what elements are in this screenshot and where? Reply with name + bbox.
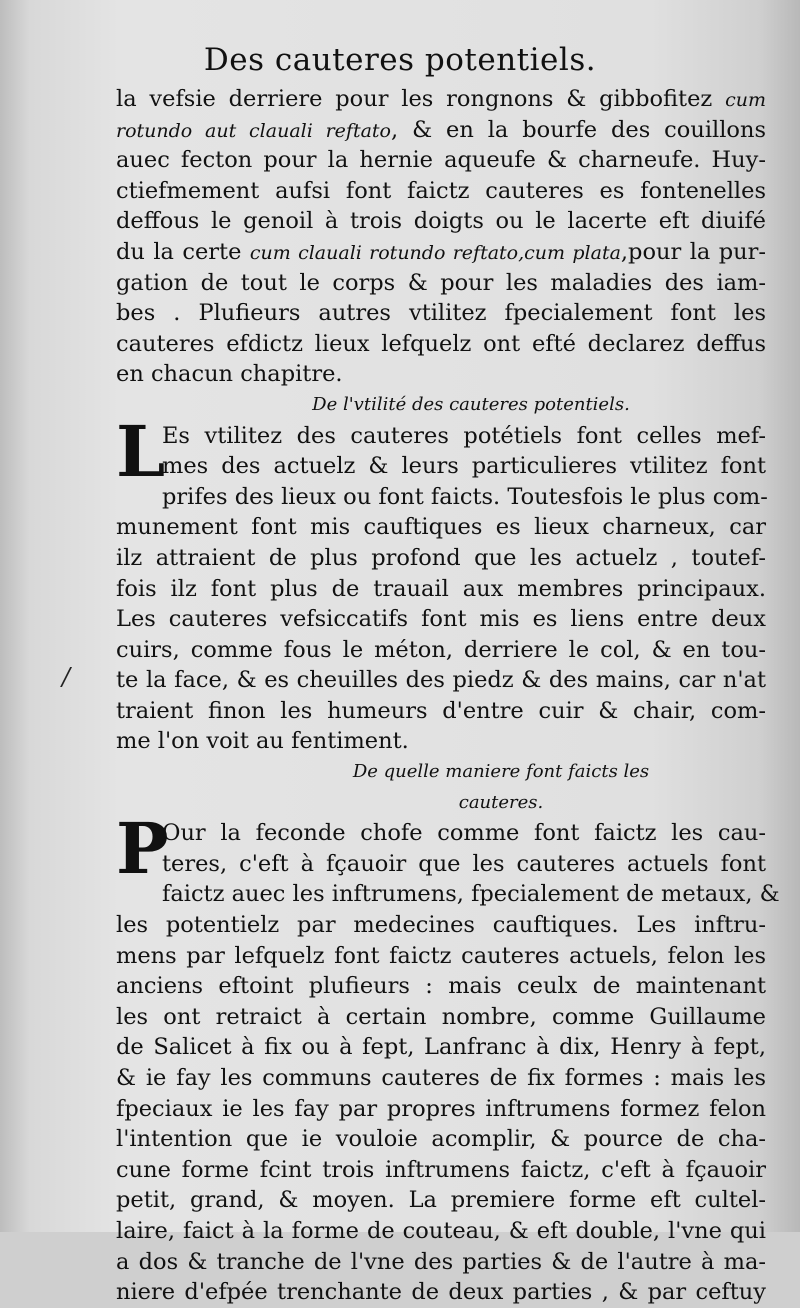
paragraph-2 (116, 409, 768, 758)
text-line: & ie fay les communs cauteres de fix formes : mais les (116, 1065, 766, 1091)
text-line: Our la feconde chofe comme font faictz les cau- (162, 820, 766, 847)
text-line: a dos & tranche de l'vne des parties & de l'autre à ma- (116, 1248, 766, 1275)
text-line: mens par lefquelz font faictz cauteres actuels, felon les (116, 942, 766, 969)
text-line: cune forme fcint trois inftrumens faictz, c'eft à fçauoir (116, 1156, 766, 1183)
text-line: Es vtilitez des cauteres potétiels font celles mef- (162, 422, 766, 449)
text-line: les ont retraict à certain nombre, comme Guillaume (116, 1003, 766, 1030)
section-heading-utility: De l'vtilité des cauteres potentiels. (312, 393, 630, 415)
text-line: du la certe cum clauali rotundo reftato,cum plata,pour la pur- (116, 238, 766, 265)
text-line: cauteres efdictz lieux lefquelz ont efté declarez deffus (116, 330, 766, 357)
text-line: mes des actuelz & leurs particulieres vtilitez font (162, 453, 766, 480)
drop-cap: P (116, 807, 169, 891)
text-line: petit, grand, & moyen. La premiere forme eft cultel- (116, 1187, 766, 1214)
text-line: te la face, & es cheuilles des piedz & des mains, car n'at (116, 667, 766, 694)
text-line: niere d'efpée trenchante de deux parties , & par ceftuy (116, 1279, 766, 1306)
running-header: Des cauteres potentiels. (203, 42, 597, 78)
text-line: ilz attraient de plus profond que les actuelz , toutef- (116, 544, 766, 571)
text-line: laire, faict à la forme de couteau, & eft double, l'vne qui (116, 1217, 766, 1244)
page-body (116, 84, 780, 1308)
text-line: fpeciaux ie les fay par propres inftrumens formez felon (116, 1095, 766, 1122)
text-line: rotundo aut clauali reftato, & en la bourfe des couillons (116, 116, 766, 143)
text-line: la vefsie derriere pour les rongnons & gibbofitez cum (116, 86, 766, 112)
text-line: faictz auec les inftrumens, fpecialement de metaux, & (162, 881, 780, 908)
text-line: deffous le genoil à trois doigts ou le lacerte eft diuifé (116, 208, 766, 235)
text-line: fois ilz font plus de trauail aux membres principaux. (116, 575, 766, 602)
text-line: les potentielz par medecines cauftiques. Les inftru- (116, 912, 766, 939)
text-line: teres, c'eft à fçauoir que les cauteres actuels font (162, 850, 766, 877)
text-line: me l'on voit au fentiment. (116, 728, 409, 755)
text-line: l'intention que ie vouloie acomplir, & pource de cha- (116, 1126, 766, 1153)
text-line: munement font mis cauftiques es lieux charneux, car (116, 514, 766, 541)
paragraph-3 (116, 807, 780, 1308)
margin-mark: / (62, 663, 71, 691)
section-heading-manner: De quelle maniere font faicts les (352, 761, 650, 783)
text-line: anciens eftoint plufieurs : mais ceulx de maintenant (116, 973, 766, 1000)
text-line: en chacun chapitre. (116, 361, 343, 388)
paragraph-1 (116, 84, 766, 390)
section-heading-manner-cont: cauteres. (458, 791, 544, 813)
drop-cap: L (116, 409, 166, 493)
text-line: prifes des lieux ou font faicts. Toutesfois le plus com- (162, 483, 768, 510)
text-line: Les cauteres vefsiccatifs font mis es liens entre deux (116, 606, 766, 633)
text-line: gation de tout le corps & pour les maladies des iam- (116, 269, 766, 296)
text-line: traient finon les humeurs d'entre cuir & chair, com- (116, 697, 766, 724)
text-line: bes . Plufieurs autres vtilitez fpecialement font les (116, 300, 766, 327)
text-line: ctiefmement aufsi font faictz cauteres es fontenelles (116, 177, 766, 204)
text-line: de Salicet à fix ou à fept, Lanfranc à dix, Henry à fept, (116, 1034, 766, 1061)
text-line: cuirs, comme fous le méton, derriere le col, & en tou- (116, 636, 766, 663)
text-line: auec fecton pour la hernie aqueufe & charneufe. Huy- (116, 147, 766, 174)
